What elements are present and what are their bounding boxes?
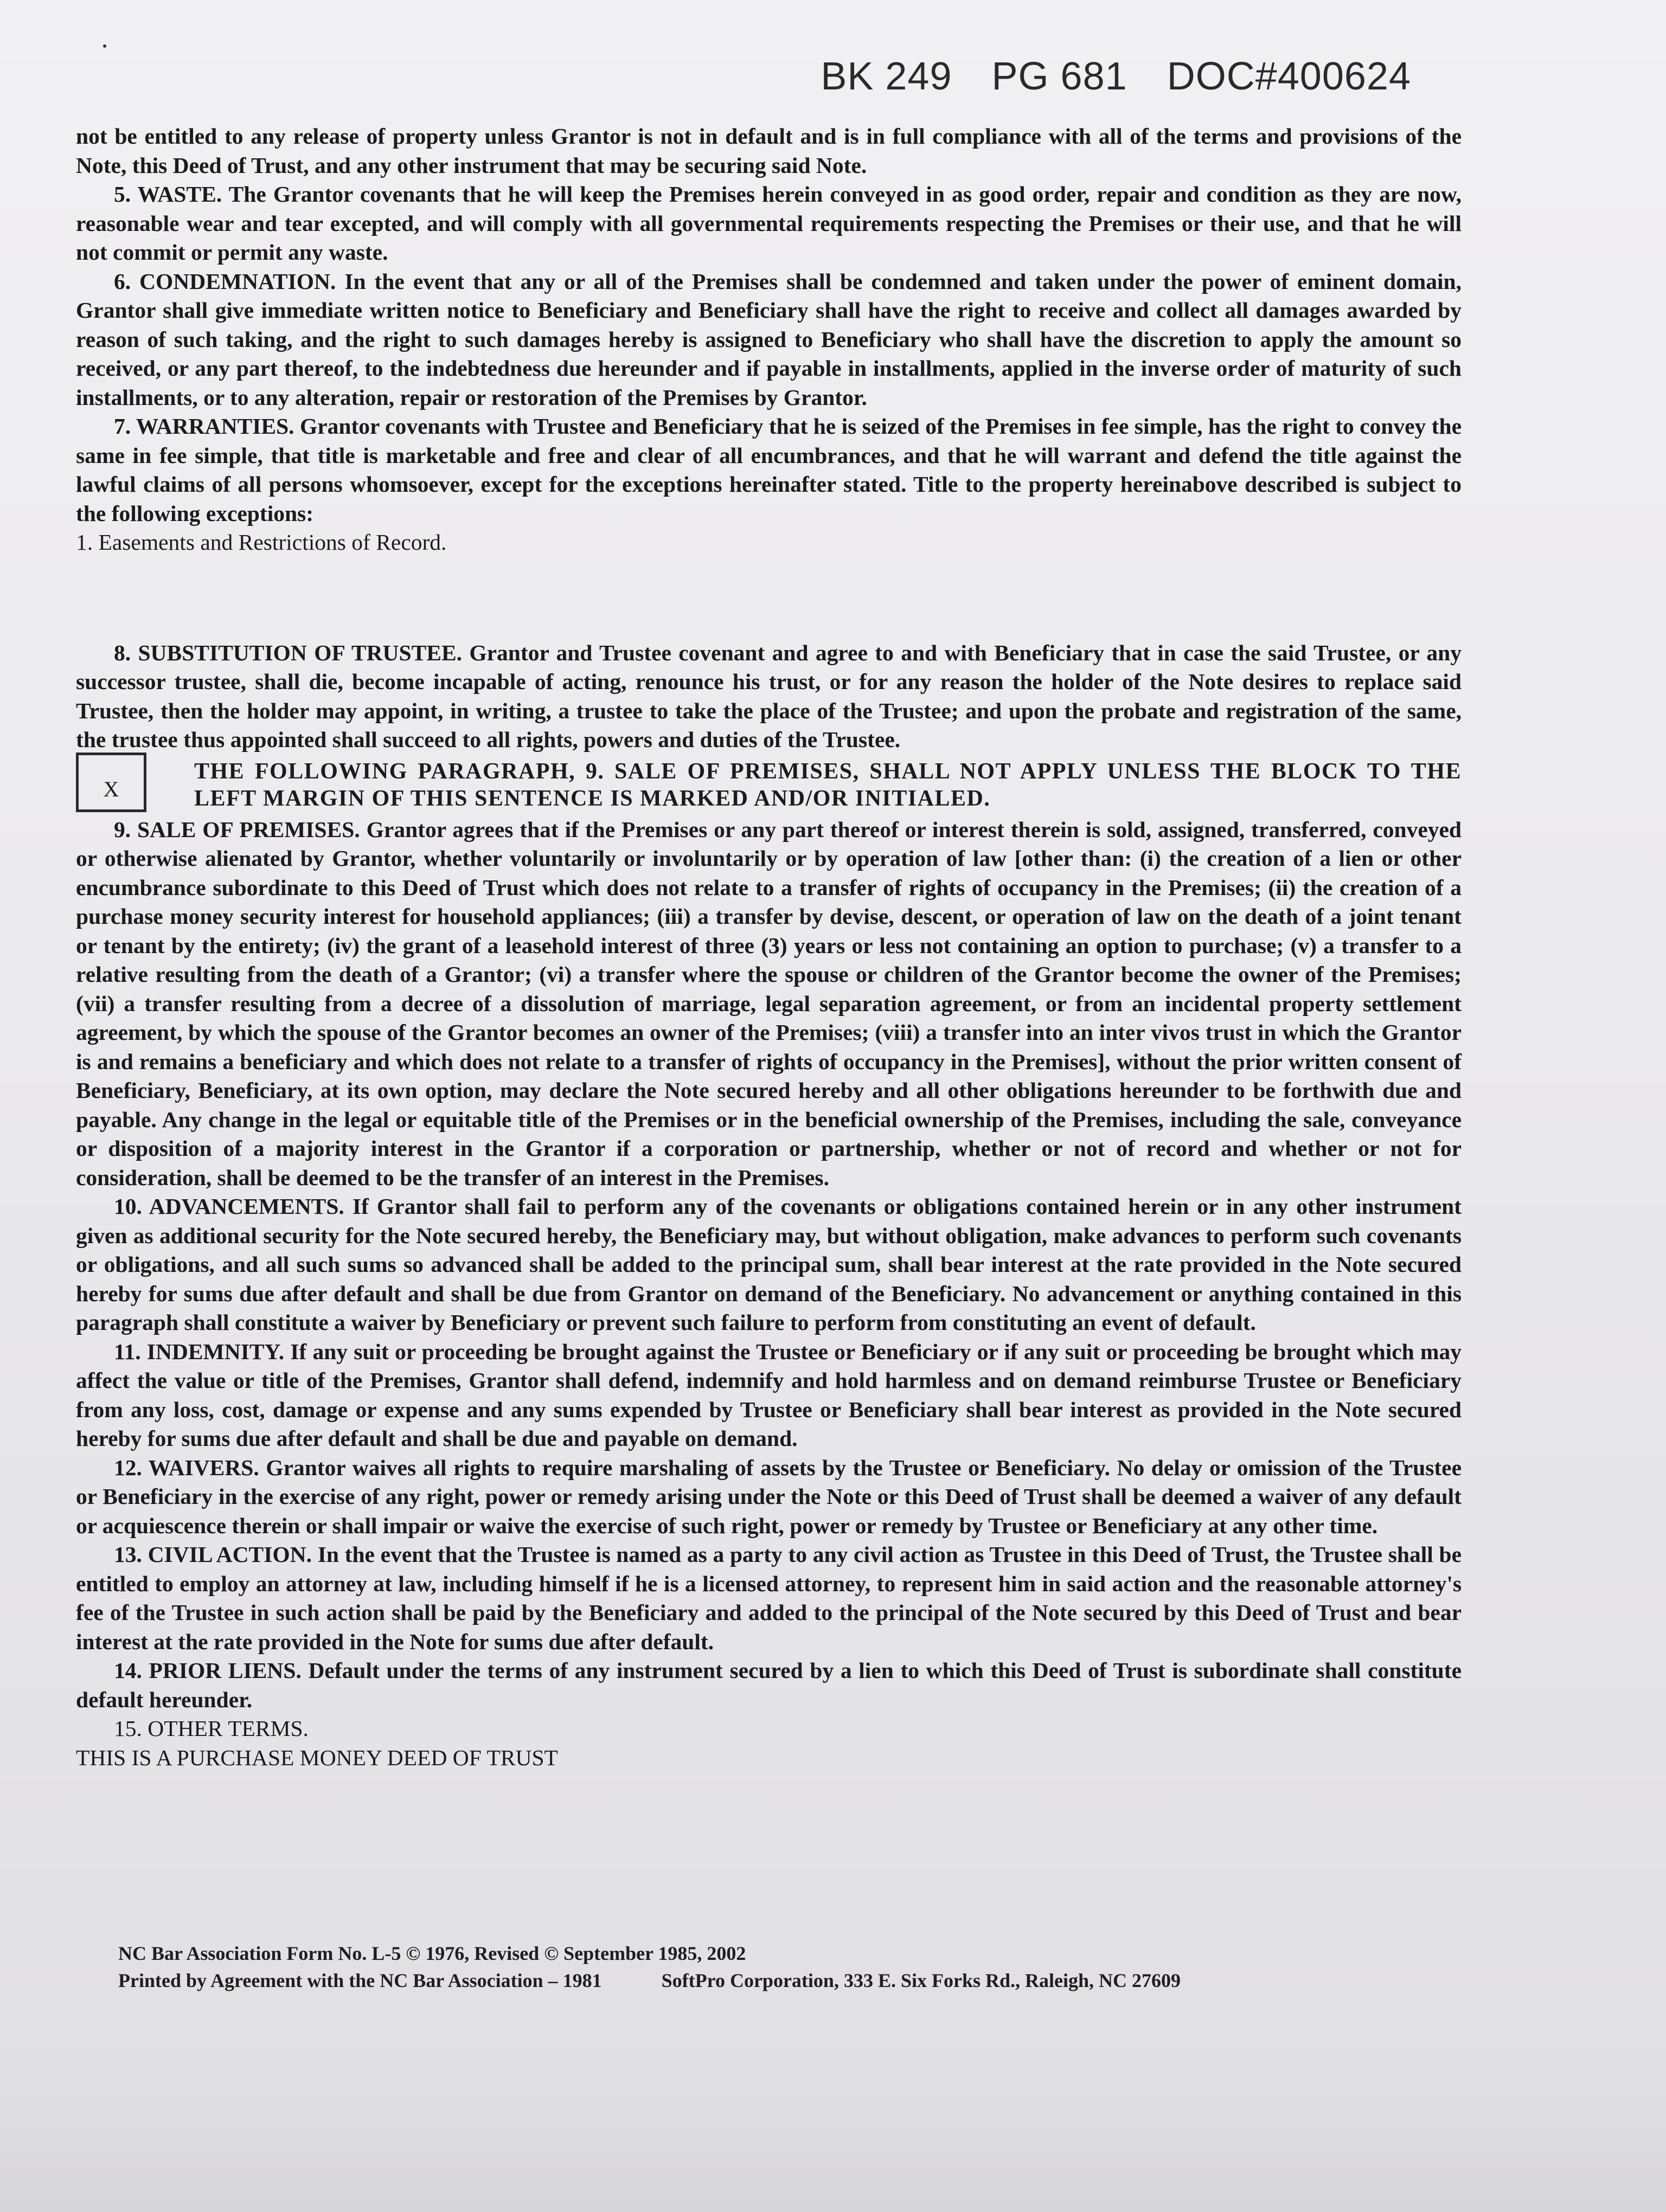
paper-speck	[103, 44, 106, 48]
document-number: DOC#400624	[1167, 55, 1411, 98]
paragraph-9-sale-of-premises: 9. SALE OF PREMISES. Grantor agrees that if the Premises or any part thereof or interest therein is sold, assigned, transferred, conveyed or otherwise alienated by Grantor, whether voluntarily or involuntarily or by operation of law [other than: (i) the creation of a lien or other encumbrance subordinate to this Deed of Trust which does not relate to a transfer of rights of occupancy in the Premises; (ii) the creation of a purchase money security interest for household appliances; (iii) a transfer by devise, descent, or operation of law on the death of a joint tenant or tenant by the entirety; (iv) the grant of a leasehold interest of three (3) years or less not containing an option to purchase; (v) a transfer to a relative resulting from the death of a Grantor; (vi) a transfer where the spouse or children of the Grantor become the owner of the Premises; (vii) a transfer resulting from a decree of a dissolution of marriage, legal separation agreement, or from an incidental property settlement agreement, by which the spouse of the Grantor becomes an owner of the Premises; (viii) a transfer into an inter vivos trust in which the Grantor is and remains a beneficiary and which does not relate to a transfer of rights of occupancy in the Premises], without the prior written consent of Beneficiary, Beneficiary, at its own option, may declare the Note secured hereby and all other obligations hereunder to be forthwith due and payable. Any change in the legal or equitable title of the Premises or in the beneficial ownership of the Premises, including the sale, conveyance or disposition of a majority interest in the Grantor if a corporation or partnership, whether or not of record and whether or not for consideration, shall be deemed to be the transfer of an interest in the Premises.	[76, 816, 1462, 1190]
paragraph-15-other-terms: 15. OTHER TERMS.	[114, 1716, 309, 1741]
blank-space	[76, 557, 1462, 639]
sale-of-premises-checkbox[interactable]: X	[76, 753, 146, 812]
paragraph-4-continued: not be entitled to any release of property unless Grantor is not in default and is in full compliance with all of the terms and provisions of the Note, this Deed of Trust, and any other instrument that may be securing said Note.	[76, 124, 1462, 178]
sale-of-premises-notice-text: THE FOLLOWING PARAGRAPH, 9. SALE OF PREMISES, SHALL NOT APPLY UNLESS THE BLOCK TO THE LEFT MARGIN OF THIS SENTENCE IS MARKED AND/OR INITIALED.	[194, 758, 1462, 811]
paragraph-5-waste: 5. WASTE. The Grantor covenants that he will keep the Premises herein conveyed in as good order, repair and condition as they are now, reasonable wear and tear excepted, and will comply with all governmental requirements respecting the Premises or their use, and that he will not commit or permit any waste.	[76, 182, 1462, 265]
paragraph-11-indemnity: 11. INDEMNITY. If any suit or proceeding be brought against the Trustee or Beneficiary or if any suit or proceeding be brought which may affect the value or title of the Premises, Grantor shall defend, indemnify and hold harmless and on demand reimburse Trustee or Beneficiary from any loss, cost, damage or expense and any sums expended by Trustee or Beneficiary shall bear interest as provided in the Note secured hereby for sums due after default and shall be due and payable on demand.	[76, 1339, 1462, 1451]
exception-item-1: 1. Easements and Restrictions of Record.	[76, 530, 447, 555]
printed-by-text: Printed by Agreement with the NC Bar Association – 1981	[118, 1970, 602, 1991]
paragraph-7-warranties: 7. WARRANTIES. Grantor covenants with Trustee and Beneficiary that he is seized of the Premises in fee simple, has the right to convey the same in fee simple, that title is marketable and free and clear of all encumbrances, and that he will warrant and defend the title against the lawful claims of all persons whomsoever, except for the exceptions hereinafter stated. Title to the property hereinabove described is subject to the following exceptions:	[76, 414, 1462, 526]
book-number: BK 249	[821, 55, 952, 98]
page-number: PG 681	[991, 55, 1127, 98]
paragraph-6-condemnation: 6. CONDEMNATION. In the event that any or all of the Premises shall be condemned and taken under the power of eminent domain, Grantor shall give immediate written notice to Beneficiary and Beneficiary shall have the right to receive and collect all damages awarded by reason of such taking, and the right to such damages hereby is assigned to Beneficiary who shall have the discretion to apply the amount so received, or any part thereof, to the indebtedness due hereunder and if payable in installments, applied in the inverse order of maturity of such installments, or to any alteration, repair or restoration of the Premises by Grantor.	[76, 268, 1462, 410]
paragraph-14-prior-liens: 14. PRIOR LIENS. Default under the terms of any instrument secured by a lien to which this Deed of Trust is subordinate shall constitute default hereunder.	[76, 1658, 1462, 1712]
form-number-line: NC Bar Association Form No. L-5 © 1976, Revised © September 1985, 2002	[118, 1943, 746, 1964]
publisher-address: SoftPro Corporation, 333 E. Six Forks Rd., Raleigh, NC 27609	[661, 1970, 1181, 1991]
paragraph-12-waivers: 12. WAIVERS. Grantor waives all rights to require marshaling of assets by the Trustee or Beneficiary. No delay or omission of the Trustee or Beneficiary in the exercise of any right, power or remedy arising under the Note or this Deed of Trust shall be deemed a waiver of any default or acquiescence therein or shall impair or waive the exercise of such right, power or remedy by Trustee or Beneficiary at any other time.	[76, 1455, 1462, 1538]
form-footer	[118, 1940, 1474, 1994]
paragraph-13-civil-action: 13. CIVIL ACTION. In the event that the Trustee is named as a party to any civil action as Trustee in this Deed of Trust, the Trustee shall be entitled to employ an attorney at law, including himself if he is a licensed attorney, to represent him in said action and the reasonable attorney's fee of the Trustee in such action shall be paid by the Beneficiary and added to the principal of the Note secured by this Deed of Trust and bear interest at the rate provided in the Note for sums due after default.	[76, 1542, 1462, 1654]
purchase-money-statement: THIS IS A PURCHASE MONEY DEED OF TRUST	[76, 1745, 558, 1770]
paragraph-10-advancements: 10. ADVANCEMENTS. If Grantor shall fail to perform any of the covenants or obligations contained herein or in any other instrument given as additional security for the Note secured hereby, the Beneficiary may, but without obligation, make advances to perform such covenants or obligations, and all such sums so advanced shall be added to the principal sum, shall bear interest at the rate provided in the Note secured hereby for sums due after default and shall be due from Grantor on demand of the Beneficiary. No advancement or anything contained in this paragraph shall constitute a waiver by Beneficiary or prevent such failure to perform from constituting an event of default.	[76, 1194, 1462, 1335]
deed-of-trust-body	[76, 122, 1462, 1772]
sale-of-premises-notice	[76, 758, 1462, 812]
printer-line	[118, 1967, 1474, 1994]
page-shadow	[0, 2071, 1666, 2212]
recording-reference	[821, 54, 1411, 99]
paragraph-8-substitution-of-trustee: 8. SUBSTITUTION OF TRUSTEE. Grantor and Trustee covenant and agree to and with Beneficiary that in case the said Trustee, or any successor trustee, shall die, become incapable of acting, renounce his trust, or for any reason the holder of the Note desires to replace said Trustee, then the holder may appoint, in writing, a trustee to take the place of the Trustee; and upon the probate and registration of the same, the trustee thus appointed shall succeed to all rights, powers and duties of the Trustee.	[76, 640, 1462, 752]
